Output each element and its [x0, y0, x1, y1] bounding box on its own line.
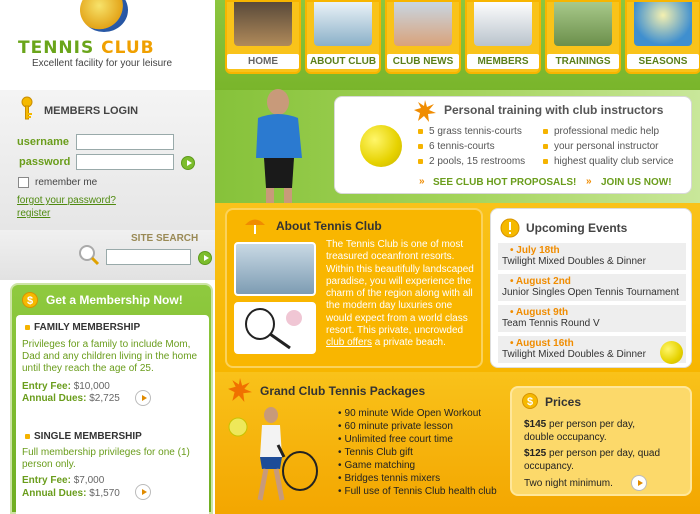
package-item: • Unlimited free court time [338, 434, 453, 445]
password-input[interactable] [76, 154, 174, 170]
single-annual-dues [22, 488, 120, 499]
nav-item-seasons[interactable] [625, 0, 700, 74]
forgot-password-link[interactable]: forgot your password? [17, 195, 116, 206]
nav-label: MEMBERS [467, 54, 539, 69]
about-line-last [326, 337, 476, 349]
bullet-icon [418, 159, 423, 164]
annual-dues-value: $1,570 [89, 488, 120, 499]
club-offers-link[interactable]: club offers [326, 337, 372, 349]
event-date: • August 2nd [510, 276, 571, 287]
single-entry-fee [22, 475, 104, 486]
starburst-icon [228, 378, 252, 402]
hero-feature: highest quality club service [554, 156, 674, 167]
player-thumbnail [314, 2, 372, 46]
family-annual-dues [22, 393, 120, 404]
starburst-icon [414, 100, 436, 122]
logo-title[interactable] [18, 38, 155, 58]
hero-feature: 2 pools, 15 restrooms [429, 156, 526, 167]
double-chevron-icon: » [419, 176, 425, 187]
bullet-icon [418, 144, 423, 149]
nav-item-members[interactable] [465, 0, 541, 74]
double-chevron-icon: » [586, 176, 592, 187]
username-input[interactable] [76, 134, 174, 150]
nav-label: ABOUT CLUB [307, 54, 379, 69]
logo-tagline: Excellent facility for your leisure [32, 58, 173, 69]
price-line: occupancy. [524, 461, 574, 472]
membership-title: Get a Membership Now! [46, 293, 183, 307]
tennis-ball-icon [660, 341, 683, 364]
annual-dues-value: $2,725 [89, 393, 120, 404]
annual-dues-label: Annual Dues: [22, 488, 87, 499]
hot-proposals-link[interactable]: SEE CLUB HOT PROPOSALS! [433, 177, 577, 188]
price-desc: per person per day, [546, 419, 636, 430]
single-membership-text-line: person only. [22, 459, 76, 470]
about-line: The Tennis Club is one of most [326, 239, 464, 250]
prices-more-button[interactable] [631, 475, 647, 491]
family-entry-fee [22, 381, 110, 392]
hero-feature: 5 grass tennis-courts [429, 126, 522, 137]
dollar-icon: $ [22, 292, 38, 308]
tennis-player-image [246, 88, 312, 203]
key-icon [18, 96, 36, 122]
event-date: • August 16th [510, 338, 574, 349]
about-line: charm of the region along with all [326, 288, 473, 300]
single-membership-text-line: Full membership privileges for one (1) [22, 447, 190, 458]
nav-label: SEASONS [627, 54, 699, 69]
nav-label: HOME [227, 54, 299, 69]
event-date: • July 18th [510, 245, 560, 256]
tennis-racket-icon [240, 306, 310, 350]
hero-feature: 6 tennis-courts [429, 141, 495, 152]
nav-label: TRAININGS [547, 54, 619, 69]
join-us-link[interactable]: JOIN US NOW! [601, 177, 672, 188]
players-thumbnail [394, 2, 452, 46]
exclamation-icon [500, 218, 520, 238]
price-line [524, 418, 635, 431]
tennis-net-thumbnail [234, 2, 292, 46]
bullet-icon [25, 434, 30, 439]
seasons-thumbnail [634, 2, 692, 46]
family-membership-text-line: Privileges for a family to include Mom, [22, 339, 191, 350]
bullet-icon [418, 129, 423, 134]
about-line: paradise, you will experience the [326, 275, 472, 287]
hero-feature: professional medic help [554, 126, 660, 137]
event-desc: Team Tennis Round V [502, 318, 600, 329]
hero-feature: your personal instructor [554, 141, 659, 152]
tennis-player-image [226, 405, 331, 510]
package-item: • 90 minute Wide Open Workout [338, 408, 481, 419]
nav-item-trainings[interactable] [545, 0, 621, 74]
dollar-icon: $ [522, 393, 538, 409]
hero-title: Personal training with club instructors [444, 103, 664, 117]
magnifier-icon [78, 244, 100, 266]
event-desc: Junior Singles Open Tennis Tournament [502, 287, 679, 298]
price-line [524, 447, 660, 460]
username-label: username [17, 136, 69, 148]
nav-label: CLUB NEWS [387, 54, 459, 69]
bullet-icon [543, 129, 548, 134]
about-line: Within this beautifully landscaped [326, 263, 474, 275]
logo-word-tennis: TENNIS [18, 38, 95, 58]
remember-me-label: remember me [35, 177, 98, 188]
about-title: About Tennis Club [276, 219, 382, 233]
events-title: Upcoming Events [526, 221, 628, 235]
event-desc: Twilight Mixed Doubles & Dinner [502, 349, 646, 360]
package-item: • Bridges tennis mixers [338, 473, 440, 484]
about-text [326, 239, 476, 350]
event-desc: Twilight Mixed Doubles & Dinner [502, 256, 646, 267]
family-membership-heading: FAMILY MEMBERSHIP [34, 322, 141, 333]
single-membership-heading: SINGLE MEMBERSHIP [34, 431, 142, 442]
price-line: double occupancy. [524, 432, 607, 443]
about-line: the modern day luxuries one [326, 300, 453, 312]
price-amount: $145 [524, 419, 547, 430]
umbrella-icon [244, 214, 266, 236]
main-nav [215, 0, 700, 90]
package-item: • Game matching [338, 460, 415, 471]
remember-me-checkbox[interactable] [18, 177, 29, 188]
nav-item-home[interactable] [225, 0, 301, 74]
price-desc: per person per day, quad [546, 448, 661, 459]
prices-title: Prices [545, 395, 582, 409]
register-link[interactable]: register [17, 208, 51, 219]
entry-fee-label: Entry Fee: [22, 475, 71, 486]
about-line: resort. This private, uncrowded [326, 325, 464, 337]
tennis-ball-icon [360, 125, 402, 167]
training-thumbnail [554, 2, 612, 46]
nav-item-about-club[interactable] [305, 0, 381, 74]
event-date: • August 9th [510, 307, 569, 318]
price-amount: $125 [524, 448, 547, 459]
entry-fee-value: $10,000 [73, 381, 110, 392]
packages-title: Grand Club Tennis Packages [260, 384, 426, 398]
bullet-icon [543, 144, 548, 149]
logo-word-club: CLUB [101, 38, 155, 58]
family-membership-text-line: Dad and any children living in the home [22, 351, 198, 362]
member-thumbnail [474, 2, 532, 46]
package-item: • 60 minute private lesson [338, 421, 453, 432]
about-line: would expect from a world class [326, 312, 468, 324]
price-note: Two night minimum. [524, 478, 613, 489]
bullet-icon [543, 159, 548, 164]
search-submit-button[interactable] [198, 251, 212, 265]
family-membership-text-line: until they reach the age of 25. [22, 363, 154, 374]
annual-dues-label: Annual Dues: [22, 393, 87, 404]
nav-item-club-news[interactable] [385, 0, 461, 74]
login-title: MEMBERS LOGIN [44, 105, 139, 117]
package-item: • Tennis Club gift [338, 447, 413, 458]
family-membership-more-button[interactable] [135, 390, 151, 406]
couple-photo [234, 242, 316, 296]
package-item: • Full use of Tennis Club health club [338, 486, 497, 497]
bullet-icon [25, 325, 30, 330]
about-tail: a private beach. [371, 337, 446, 349]
about-line: treasured oceanfront resorts. [326, 251, 455, 263]
entry-fee-label: Entry Fee: [22, 381, 71, 392]
password-label: password [19, 156, 71, 168]
site-search-label: SITE SEARCH [131, 233, 199, 244]
entry-fee-value: $7,000 [73, 475, 105, 486]
login-submit-button[interactable] [181, 156, 195, 170]
single-membership-more-button[interactable] [135, 484, 151, 500]
search-input[interactable] [106, 249, 191, 265]
